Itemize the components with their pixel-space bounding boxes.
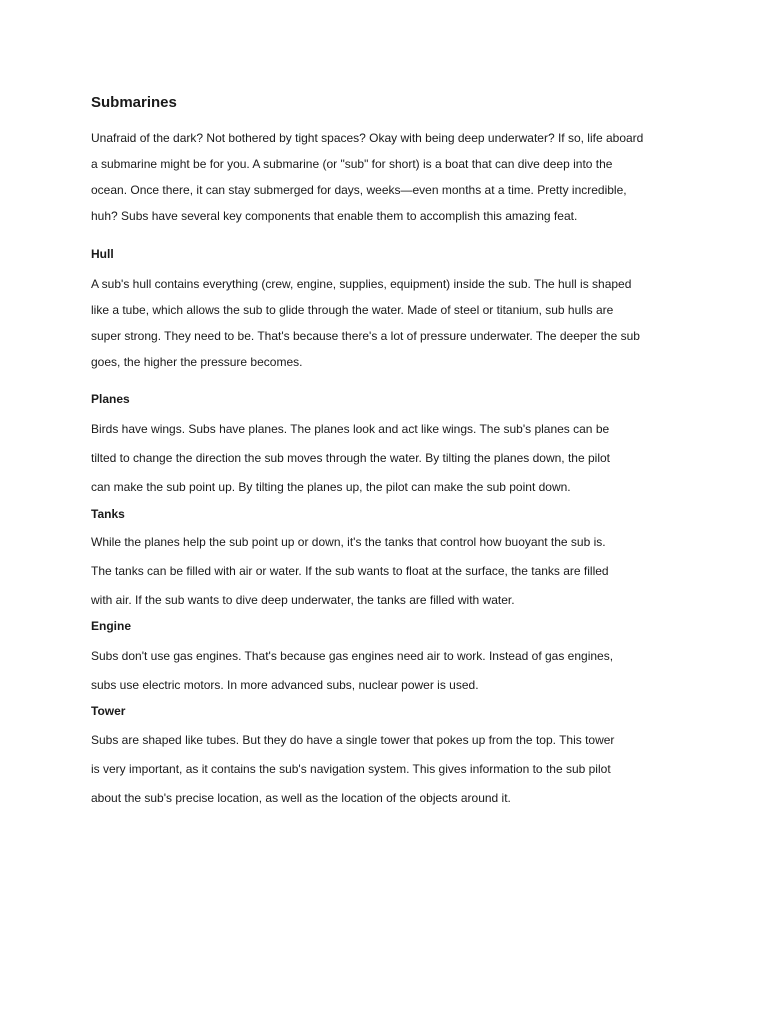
intro-line: huh? Subs have several key components that enable them to accomplish this amazing feat. [91,209,578,223]
paragraph-line: with air. If the sub wants to dive deep underwater, the tanks are filled with water. [91,593,515,607]
paragraph-line: The tanks can be filled with air or water. If the sub wants to float at the surface, the tanks are filled [91,564,609,578]
paragraph-line: about the sub's precise location, as well as the location of the objects around it. [91,791,511,805]
paragraph-line: can make the sub point up. By tilting the planes up, the pilot can make the sub point down. [91,480,571,494]
section-paragraph-engine [91,642,691,700]
paragraph-line: tilted to change the direction the sub moves through the water. By tilting the planes down, the pilot [91,451,610,465]
paragraph-line: Birds have wings. Subs have planes. The planes look and act like wings. The sub's planes can be [91,422,610,436]
section-heading-tower: Tower [91,704,126,718]
section-heading-engine: Engine [91,619,132,633]
section-paragraph-tower [91,726,691,813]
section-heading-planes: Planes [91,392,130,406]
section-heading-tanks: Tanks [91,507,125,521]
intro-paragraph [91,125,691,229]
section-heading-hull: Hull [91,247,114,261]
paragraph-line: like a tube, which allows the sub to glide through the water. Made of steel or titanium, sub hulls are [91,303,614,317]
paragraph-line: super strong. They need to be. That's because there's a lot of pressure underwater. The deeper the sub [91,329,640,343]
section-paragraph-hull [91,271,691,375]
paragraph-line: Subs don't use gas engines. That's because gas engines need air to work. Instead of gas engines, [91,649,614,663]
document-body [91,92,691,813]
section-paragraph-planes [91,415,691,502]
paragraph-line: While the planes help the sub point up or down, it's the tanks that control how buoyant the sub is. [91,535,606,549]
paragraph-line: goes, the higher the pressure becomes. [91,355,303,369]
document-title: Submarines [91,94,177,111]
intro-line: ocean. Once there, it can stay submerged for days, weeks—even months at a time. Pretty incredible, [91,183,627,197]
intro-line: Unafraid of the dark? Not bothered by tight spaces? Okay with being deep underwater? If so, life aboard [91,131,644,145]
intro-line: a submarine might be for you. A submarine (or "sub" for short) is a boat that can dive deep into the [91,157,613,171]
paragraph-line: A sub's hull contains everything (crew, engine, supplies, equipment) inside the sub. The hull is shaped [91,277,632,291]
paragraph-line: Subs are shaped like tubes. But they do have a single tower that pokes up from the top. This tower [91,733,615,747]
paragraph-line: is very important, as it contains the sub's navigation system. This gives information to the sub pilot [91,762,611,776]
paragraph-line: subs use electric motors. In more advanced subs, nuclear power is used. [91,678,479,692]
section-paragraph-tanks [91,528,691,615]
